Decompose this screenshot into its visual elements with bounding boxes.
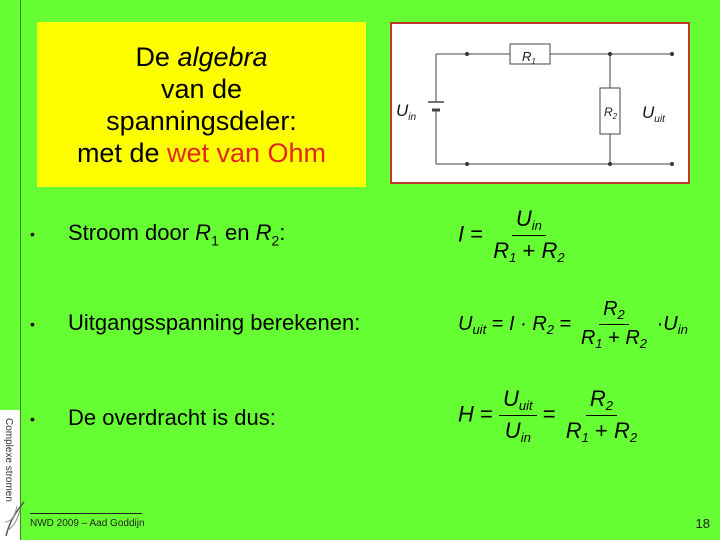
formula-transfer: H = $\frac{U_{uit}}{U_{in}}$ = $\frac{R_2}{R_1 + R_2}$ <box>458 386 641 445</box>
logo-icon <box>2 500 28 538</box>
fraction: $\frac{U_{uit}}{U_{in}}$ <box>499 386 537 445</box>
node <box>670 52 674 56</box>
fraction: $\frac{U_{in}}{R_1 + R_2}$ <box>493 206 565 265</box>
fraction: $\frac{R_2}{R_1 + R_2}$ <box>565 386 638 445</box>
bullet-current: • Stroom door $R_1$ en $R_2$: <box>30 220 286 249</box>
node <box>608 162 612 166</box>
slide-title <box>37 22 366 187</box>
circuit-diagram <box>390 22 690 184</box>
footer-rule <box>30 513 142 514</box>
title-line-4: met de wet van Ohm <box>76 137 327 168</box>
bullet-transfer: • De overdracht is dus: <box>30 405 276 430</box>
bullet-marker: • <box>30 226 35 243</box>
formula-current: I = $\frac{U_{in}}{R_1 + R_2}$ <box>458 206 569 265</box>
bullet-output-voltage: • Uitgangsspanning berekenen: <box>30 310 361 335</box>
uuit-label: $U_{uit}$ <box>642 103 665 125</box>
footer-credit: NWD 2009 – Aad Goddijn <box>30 518 145 529</box>
node <box>608 52 612 56</box>
slide-left-border <box>20 0 21 540</box>
sidebar-label: Complexe stromen <box>3 418 14 502</box>
bullet-marker: • <box>30 316 35 333</box>
title-line-3: spanningsdeler: <box>106 105 297 136</box>
r2-label: $R_2$ <box>604 105 618 121</box>
uin-label: $U_{in}$ <box>396 101 417 123</box>
r1-label: $R_1$ <box>522 49 536 66</box>
circuit-svg <box>392 24 688 182</box>
node <box>670 162 674 166</box>
formula-output-voltage: $U_{uit} = I \cdot R_2$ = $\frac{R_2}{R_1 + R_2}$ $\cdot U_{in}$ <box>458 298 688 351</box>
fraction: $\frac{R_2}{R_1 + R_2}$ <box>580 298 648 351</box>
bullet-marker: • <box>30 411 35 428</box>
node <box>465 162 469 166</box>
title-line-2: van de <box>160 73 243 104</box>
node <box>465 52 469 56</box>
page-number: 18 <box>695 516 710 531</box>
title-line-1: De algebra <box>135 41 268 72</box>
